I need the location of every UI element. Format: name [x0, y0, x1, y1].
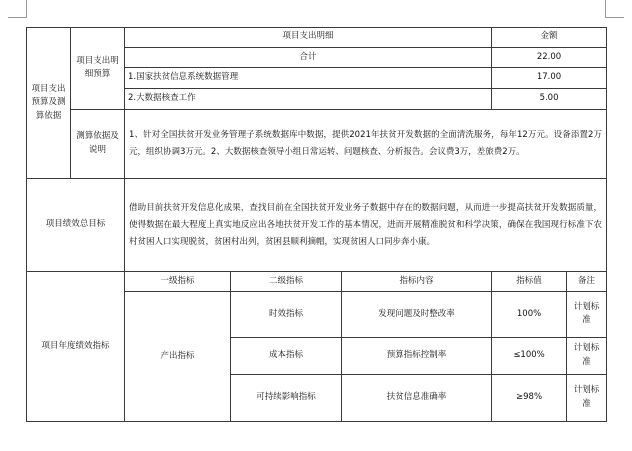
indicator-value: ≤100% [492, 337, 567, 374]
budget-detail-label: 项目支出明细预算 [71, 28, 125, 110]
indicator-header: 指标值 [492, 272, 567, 292]
crop-mark-right-horizontal [605, 17, 624, 18]
indicator-header: 二级指标 [231, 272, 342, 292]
indicator-level2: 成本指标 [231, 337, 342, 374]
goal-label: 项目绩效总目标 [27, 178, 125, 271]
indicator-note: 计划标准 [567, 374, 607, 421]
indicator-content: 扶贫信息准确率 [342, 374, 492, 421]
indicator-content: 发现问题及时整改率 [342, 291, 492, 337]
budget-total-amount: 22.00 [492, 47, 607, 68]
basis-label: 测算依据及说明 [71, 109, 125, 178]
crop-mark-right-vertical [605, 0, 606, 18]
budget-total-label: 合计 [125, 47, 492, 68]
budget-section-label: 项目支出预算及测算依据 [27, 28, 71, 179]
budget-item-amount: 17.00 [492, 68, 607, 89]
indicator-header: 备注 [567, 272, 607, 292]
budget-header-item: 项目支出明细 [125, 28, 492, 48]
basis-text: 1、针对全国扶贫开发业务管理子系统数据库中数据，提供2021年扶贫开发数据的全面清洗服务，每年12万元。设备添置2万元，组织协调3万元。2、大数据核查领导小组日常运转、问题核查、分析报告。会议费3万，差旅费2万。 [125, 109, 607, 178]
goal-text: 借助目前扶贫开发信息化成果，查找目前在全国扶贫开发业务子数据中存在的数据问题，从而进一步提高扶贫开发数据质量，使得数据在最大程度上真实地反应出各地扶贫开发工作的基本情况，进而开展精准脱贫和科学决策，确保在我国现行标准下农村贫困人口实现脱贫，贫困村出列，贫困县顺利摘帽，实现贫困人口同步奔小康。 [125, 178, 607, 271]
indicator-note: 计划标准 [567, 337, 607, 374]
budget-item-amount: 5.00 [492, 89, 607, 110]
indicator-level2: 时效指标 [231, 291, 342, 337]
indicator-level1: 产出指标 [125, 291, 231, 421]
indicators-label: 项目年度绩效指标 [27, 272, 125, 422]
budget-item-name: 2.大数据核查工作 [125, 89, 492, 110]
crop-mark-left-horizontal [8, 17, 27, 18]
indicator-level2: 可持续影响指标 [231, 374, 342, 421]
budget-header-amount: 金额 [492, 28, 607, 48]
indicator-header: 指标内容 [342, 272, 492, 292]
budget-performance-table [26, 27, 607, 422]
indicator-value: 100% [492, 291, 567, 337]
indicator-value: ≥98% [492, 374, 567, 421]
indicator-header: 一级指标 [125, 272, 231, 292]
budget-item-name: 1.国家扶贫信息系统数据管理 [125, 68, 492, 89]
indicator-content: 预算指标控制率 [342, 337, 492, 374]
indicator-note: 计划标准 [567, 291, 607, 337]
crop-mark-left-vertical [26, 0, 27, 18]
